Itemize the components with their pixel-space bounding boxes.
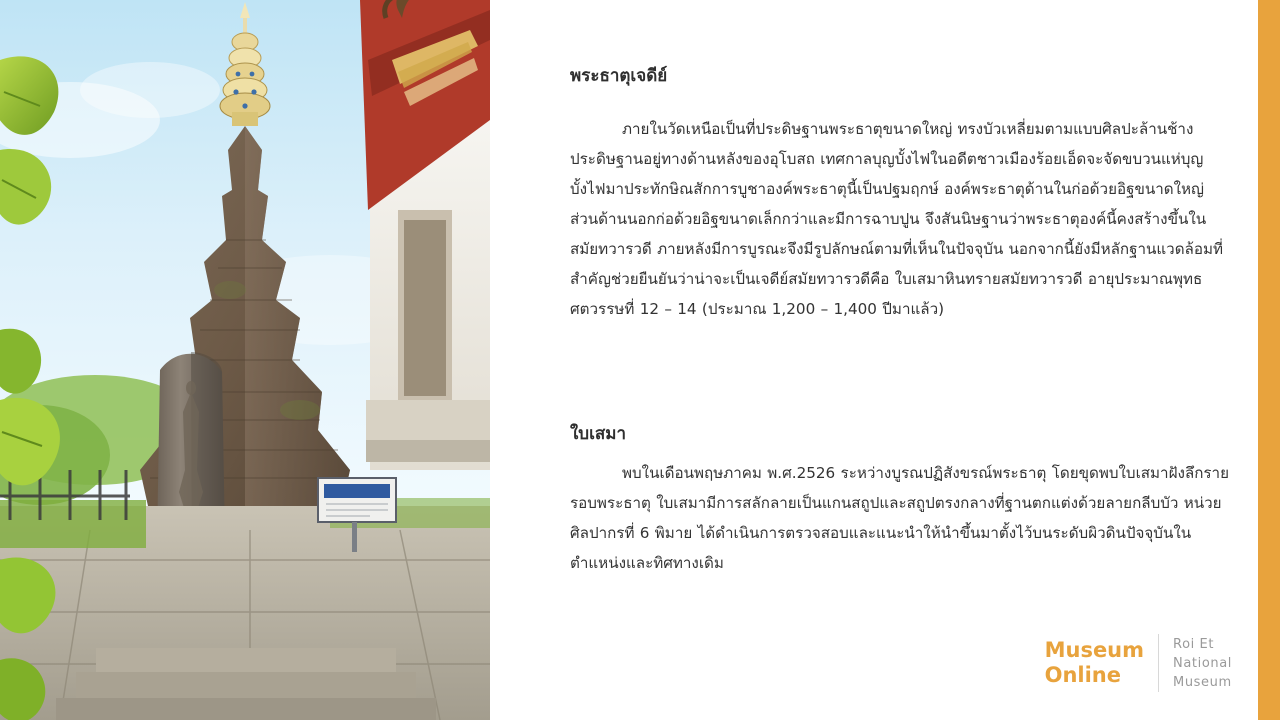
brand-sub-line-3: Museum [1173,674,1232,690]
brand-line-1: Museum [1044,638,1145,662]
brand-line-2: Online [1044,663,1121,687]
brand-sub-line-1: Roi Et [1173,636,1215,652]
pagoda-and-sema-stone-photo [0,0,490,720]
brand-museum-name [1173,635,1232,692]
brand-museum-online [1045,638,1144,688]
section-body-pagoda: ภายในวัดเหนือเป็นที่ประดิษฐานพระธาตุขนาดใหญ่ ทรงบัวเหลี่ยมตามแบบศิลปะล้านช้าง ประดิษฐานอยู่ทางด้านหลังของอุโบสถ เทศกาลบุญบั้งไฟในอดีตชาวเมืองร้อยเอ็ดจะจัดขบวนแห่บุญบั้งไฟมาประทักษิณสักการบูชาองค์พระธาตุนี้เป็นปฐมฤกษ์ องค์พระธาตุด้านในก่อด้วยอิฐขนาดใหญ่ ส่วนด้านนอกก่อด้วยอิฐขนาดเล็กกว่าและมีการฉาบปูน จึงสันนิษฐานว่าพระธาตุองค์นี้คงสร้างขึ้นในสมัยทวารวดี ภายหลังมีการบูรณะจึงมีรูปลักษณ์ตามที่เห็นในปัจจุบัน นอกจากนี้ยังมีหลักฐานแวดล้อมที่สำคัญช่วยยืนยันว่าน่าจะเป็นเจดีย์สมัยทวารวดีคือ ใบเสมาหินทรายสมัยทวารวดี อายุประมาณพุทธศตวรรษที่ 12 – 14 (ประมาณ 1,200 – 1,400 ปีมาแล้ว) [570,120,1224,318]
section-body-sema: พบในเดือนพฤษภาคม พ.ศ.2526 ระหว่างบูรณปฏิสังขรณ์พระธาตุ โดยขุดพบใบเสมาฝังลึกรายรอบพระธาตุ ใบเสมามีการสลักลายเป็นแกนสถูปและสถูปตรงกลางที่ฐานตกแต่งด้วยลายกลีบบัว หน่วยศิลปากรที่ 6 พิมาย ได้ดำเนินการตรวจสอบและแนะนำให้นำขึ้นมาตั้งไว้บนระดับผิวดินปัจจุบันในตำแหน่งและทิศทางเดิม [570,464,1229,572]
branding-block [1045,634,1232,692]
section-heading-sema: ใบเสมา [570,424,627,444]
brand-divider [1158,634,1159,692]
photo-illustration [0,0,490,720]
brand-sub-line-2: National [1173,655,1232,671]
section-heading-pagoda: พระธาตุเจดีย์ [570,66,668,86]
right-accent-bar [1258,0,1280,720]
slide-text-area [540,0,1240,720]
